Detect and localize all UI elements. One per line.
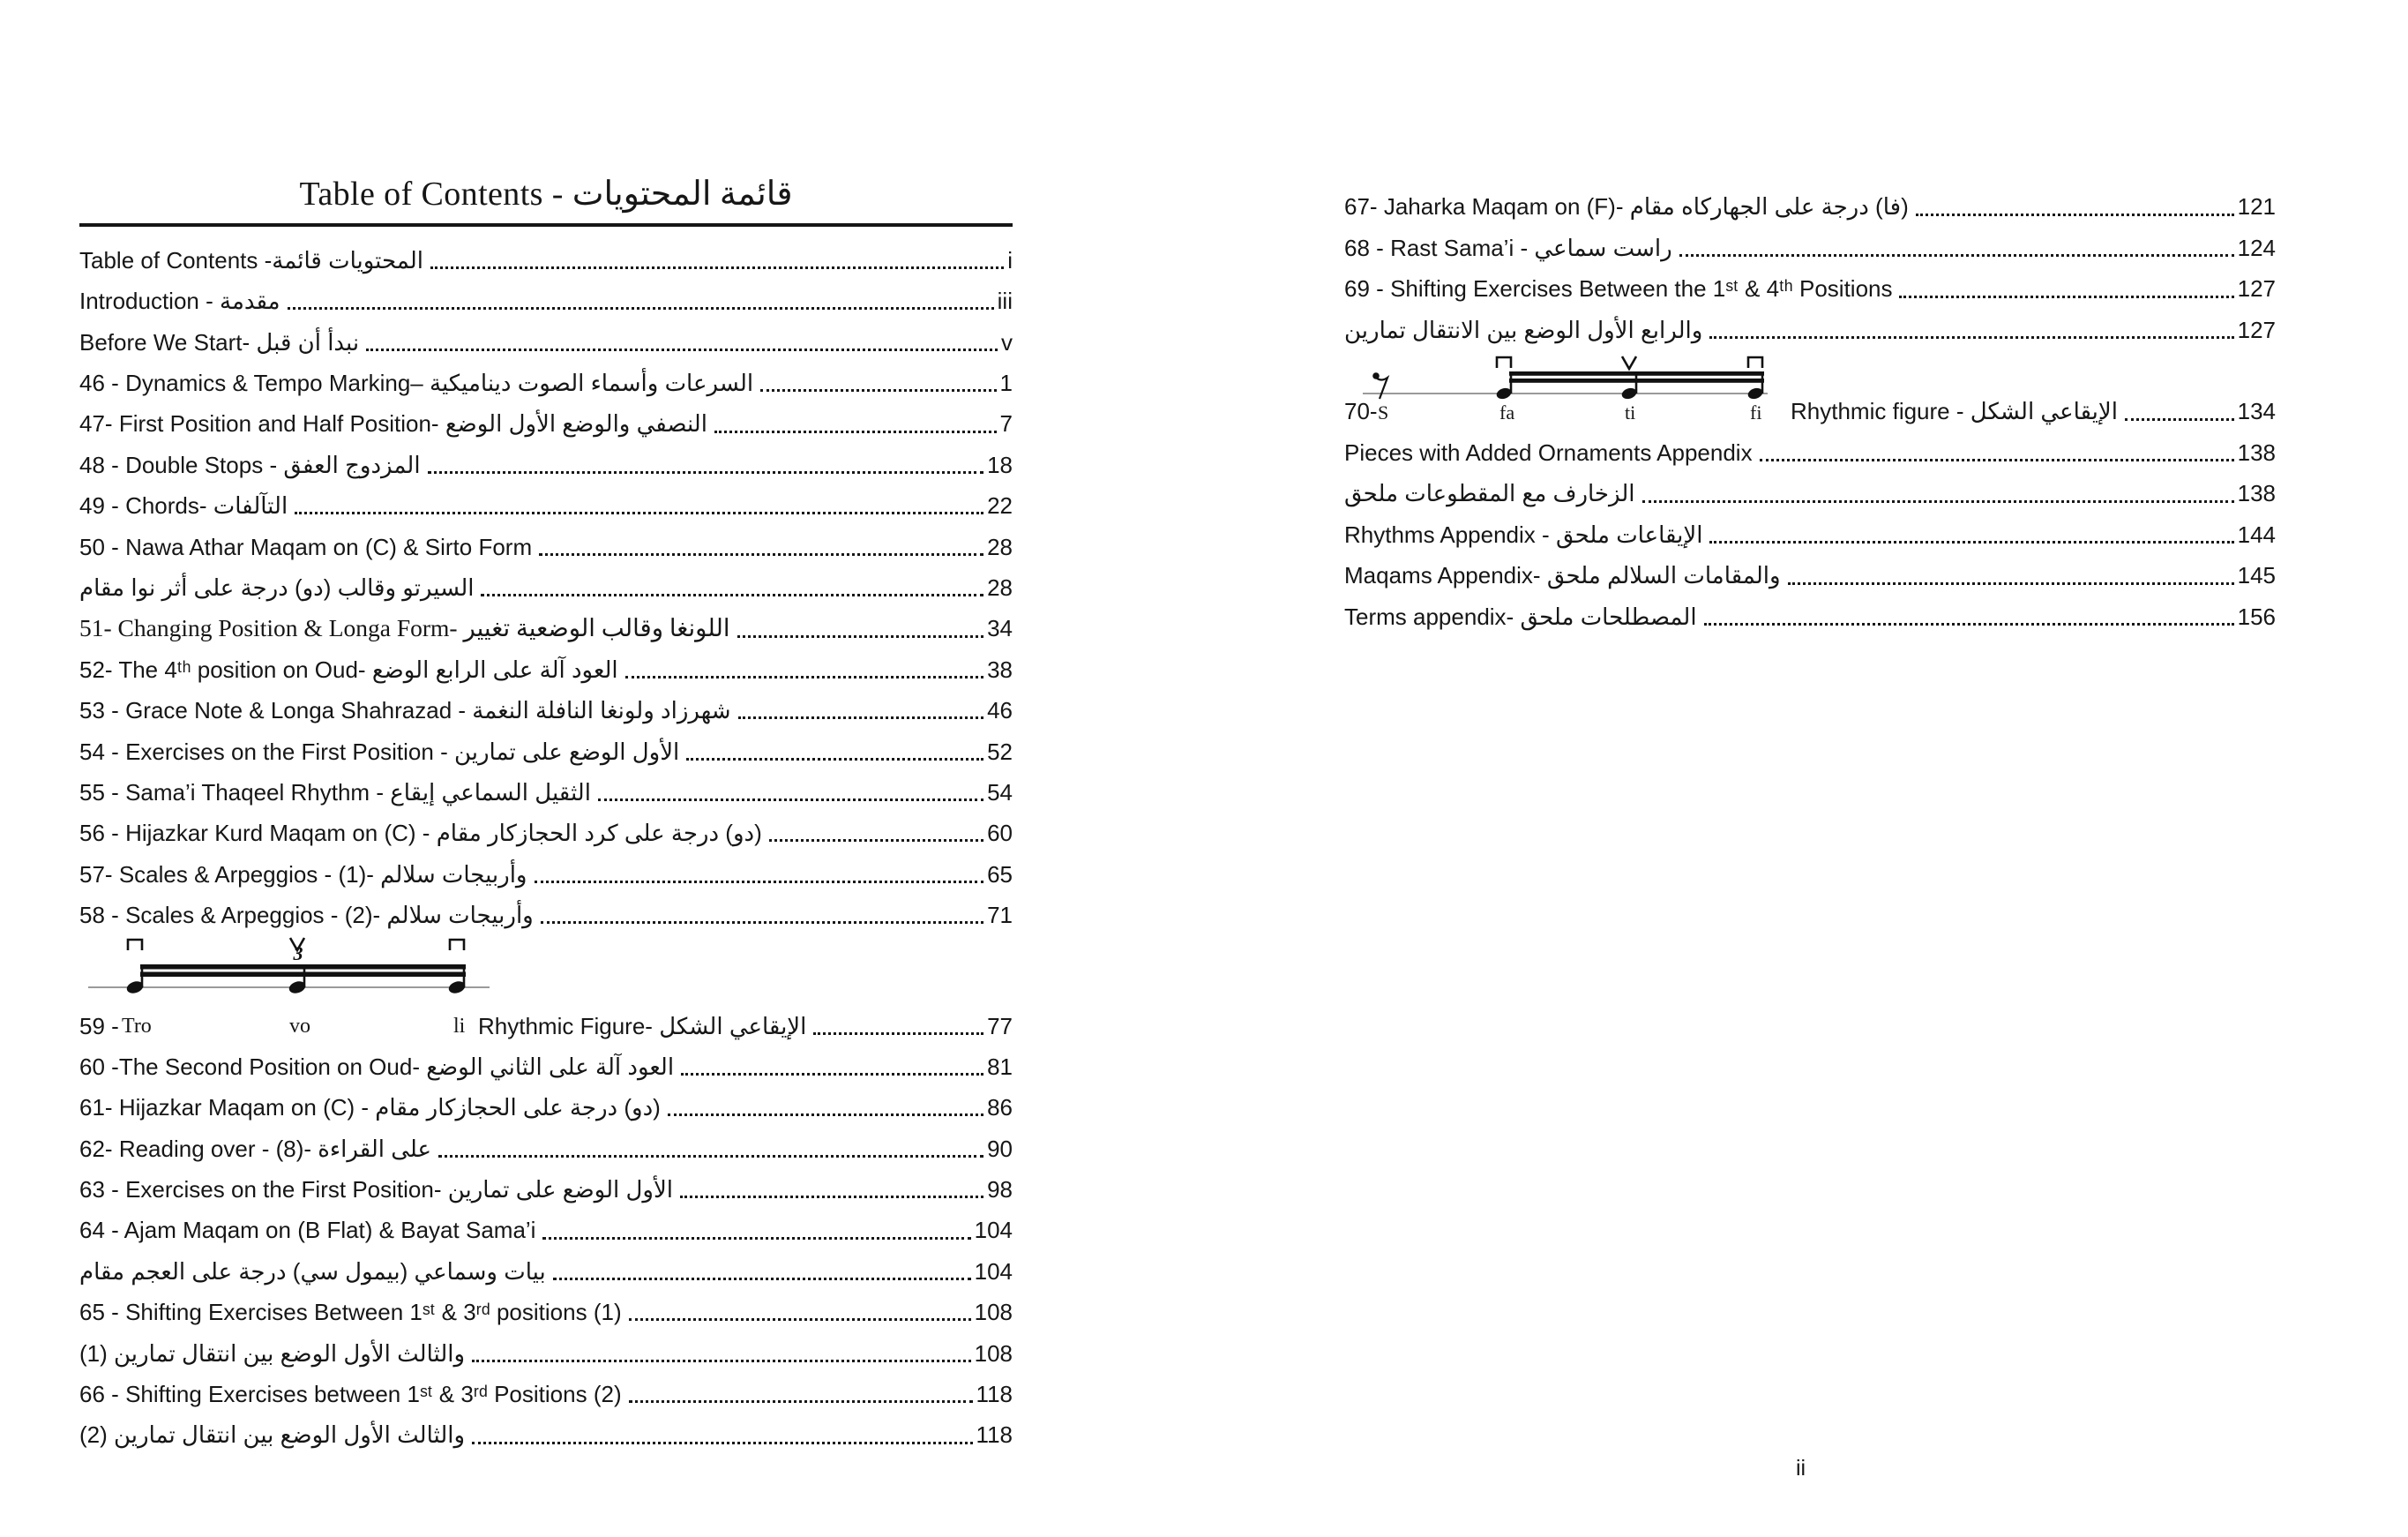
toc-entry-page-number: i — [1007, 246, 1013, 274]
toc-entry — [79, 565, 1013, 605]
toc-entry-label: Rhythmic figure - الشكل الإيقاعي — [1791, 398, 2118, 425]
toc-entry-page-number: 104 — [974, 1217, 1013, 1244]
toc-entry-page-number: 81 — [987, 1053, 1013, 1080]
toc-entry-label: Table of Contents -قائمة المحتويات — [79, 246, 423, 274]
toc-entry-page-number: 104 — [974, 1257, 1013, 1285]
toc-entry-label: Introduction - مقدمة — [79, 288, 280, 315]
rhythm-syllable: fi — [1750, 401, 1762, 424]
entry-number-prefix: 59 - — [79, 1012, 119, 1039]
toc-entry — [79, 401, 1013, 441]
toc-entry-label: مقام نوا أثر على درجة (دو) وقالب السيرتو — [79, 574, 475, 601]
dotted-leader — [1642, 500, 2234, 503]
dotted-leader — [472, 1360, 971, 1362]
toc-entry-label: 57- Scales & Arpeggios - (1)- سلالم وأربيجات — [79, 860, 527, 888]
toc-entry-page-number: 54 — [987, 778, 1013, 806]
toc-entry-label: Pieces with Added Ornaments Appendix — [1344, 439, 1753, 466]
down-bow-icon — [1748, 357, 1762, 368]
toc-entry-page-number: 46 — [987, 697, 1013, 724]
dotted-leader — [295, 512, 983, 514]
toc-entry — [79, 1207, 1013, 1248]
toc-entry-label: 69 - Shifting Exercises Between the 1ˢᵗ & 4ᵗʰ Positions — [1344, 275, 1893, 303]
toc-entry-label: 58 - Scales & Arpeggios - (2)- سلالم وأربيجات — [79, 902, 534, 929]
dotted-leader — [472, 1442, 973, 1444]
dotted-leader — [2125, 418, 2234, 421]
toc-entry-label: Maqams Appendix- ملحق السلالم والمقامات — [1344, 562, 1781, 589]
rest-rhythm-figure — [1344, 348, 2276, 388]
toc-entry-page-number: v — [1001, 328, 1013, 356]
dotted-leader — [629, 1400, 973, 1403]
toc-entry-label: تمارين الانتقال بين الوضع الأول والرابع — [1344, 316, 1703, 343]
toc-entry-page-number: 7 — [999, 410, 1013, 438]
toc-entry-page-number: 65 — [987, 860, 1013, 888]
toc-entry-label: Rhythmic Figure- الشكل الإيقاعي — [478, 1012, 807, 1039]
toc-entry-page-number: 34 — [987, 615, 1013, 642]
toc-entry-label: 64 - Ajam Maqam on (B Flat) & Bayat Sama’i — [79, 1217, 536, 1244]
dotted-leader — [542, 1237, 970, 1240]
toc-entry-label: 63 - Exercises on the First Position- تمارين على الوضع الأول — [79, 1176, 673, 1203]
dotted-leader — [1709, 541, 2233, 544]
toc-entry — [79, 237, 1013, 278]
dotted-leader — [1679, 254, 2234, 257]
toc-entry — [79, 892, 1013, 933]
toc-entry-page-number: 118 — [976, 1381, 1013, 1408]
entry-number-prefix: 70- — [1344, 398, 1378, 425]
toc-entry-with-syllables — [1344, 388, 2276, 430]
toc-entry-with-syllables — [79, 1002, 1013, 1043]
toc-entry-label: 65 - Shifting Exercises Between 1ˢᵗ & 3ʳᵈ positions (1) — [79, 1299, 622, 1326]
dotted-leader — [813, 1032, 983, 1035]
dotted-leader — [714, 431, 997, 433]
toc-entry-page-number: 108 — [974, 1299, 1013, 1326]
toc-entry — [79, 1289, 1013, 1330]
toc-entry — [1344, 430, 2276, 471]
toc-entry — [79, 1084, 1013, 1125]
toc-entries-left — [79, 237, 1013, 1453]
toc-entry-label: 67- Jaharka Maqam on (F)- مقام الجهاركاه على درجة (فا) — [1344, 193, 1909, 221]
toc-entry-page-number: 86 — [987, 1094, 1013, 1121]
toc-entry-label: Rhythms Appendix - ملحق الإيقاعات — [1344, 521, 1703, 548]
toc-entry — [79, 810, 1013, 851]
toc-entry-page-number: iii — [997, 288, 1013, 315]
page-title: Table of Contents - قائمة المحتويات — [299, 176, 793, 213]
dotted-leader — [629, 1318, 971, 1321]
toc-entry-page-number: 18 — [987, 451, 1013, 478]
toc-entry — [79, 851, 1013, 891]
toc-entry — [1344, 184, 2276, 225]
dotted-leader — [1899, 296, 2233, 298]
toc-entry-label: مقام العجم على درجة (سي بيمول) وسماعي بيات — [79, 1257, 546, 1285]
toc-entry-label: 48 - Double Stops - العفق المزدوج — [79, 451, 421, 478]
triplet-rhythm-figure — [79, 933, 1013, 1002]
toc-entry-label: 55 - Sama’i Thaqeel Rhythm - إيقاع السماعي الثقيل — [79, 778, 591, 806]
dotted-leader — [428, 471, 984, 474]
rhythm-syllable: vo — [289, 1015, 310, 1038]
toc-right-page — [1344, 173, 2276, 634]
toc-entry — [79, 728, 1013, 768]
dotted-leader — [738, 716, 984, 719]
toc-entry-label: 47- First Position and Half Position- الوضع الأول والوضع النصفي — [79, 410, 707, 438]
down-bow-icon — [450, 940, 464, 950]
toc-entry — [79, 647, 1013, 687]
toc-entry-label: 68 - Rast Sama’i - سماعي راست — [1344, 234, 1672, 261]
dotted-leader — [686, 758, 983, 761]
triplet-rhythm-notation — [88, 933, 503, 1001]
dotted-leader — [481, 594, 983, 596]
toc-entry — [79, 605, 1013, 646]
page-number: ii — [1796, 1456, 1806, 1481]
toc-entry-label: 49 - Chords- التآلفات — [79, 492, 288, 520]
dotted-leader — [769, 839, 983, 842]
dotted-leader — [760, 389, 996, 392]
toc-entry-page-number: 98 — [987, 1176, 1013, 1203]
toc-entry-label: (2) تمارين انتقال بين الوضع الأول والثالث — [79, 1421, 466, 1449]
toc-entry — [79, 687, 1013, 728]
toc-entry — [79, 1330, 1013, 1370]
toc-entry-label: 60 -The Second Position on Oud- الوضع الثاني على آلة العود — [79, 1053, 675, 1080]
toc-entry-page-number: 28 — [987, 533, 1013, 560]
toc-entry-label: 46 - Dynamics & Tempo Marking– ديناميكية الصوت وأسماء السرعات — [79, 370, 754, 397]
toc-entry-label: ملحق المقطوعات مع الزخارف — [1344, 480, 1635, 507]
dotted-leader — [535, 881, 984, 883]
toc-entry-label: 53 - Grace Note & Longa Shahrazad - النغمة النافلة ولونغا شهرزاد — [79, 697, 731, 724]
toc-entry-page-number: 118 — [976, 1421, 1013, 1449]
toc-entry-label: 51- Changing Position & Longa Form- تغيير الوضعية وقالب اللونغا — [79, 613, 730, 641]
toc-entry-label: 54 - Exercises on the First Position - تمارين على الوضع الأول — [79, 738, 680, 765]
dotted-leader — [668, 1113, 983, 1116]
toc-entry-page-number: 108 — [974, 1339, 1013, 1367]
toc-entry — [79, 523, 1013, 564]
toc-entry — [1344, 225, 2276, 266]
toc-entry-page-number: 60 — [987, 820, 1013, 847]
toc-entry — [79, 1248, 1013, 1289]
toc-entry — [79, 1412, 1013, 1452]
dotted-leader — [681, 1073, 983, 1076]
dotted-leader — [1709, 336, 2233, 339]
toc-entry — [1344, 307, 2276, 349]
toc-entry-page-number: 144 — [2237, 521, 2276, 548]
toc-entry — [1344, 594, 2276, 635]
dotted-leader — [1760, 459, 2234, 461]
toc-entry-page-number: 127 — [2237, 275, 2276, 303]
toc-entry-label: 52- The 4ᵗʰ position on Oud- الوضع الرابع على آلة العود — [79, 656, 618, 683]
up-bow-icon — [1622, 356, 1636, 369]
dotted-leader — [366, 349, 998, 351]
dotted-leader — [1916, 214, 2234, 216]
rhythm-syllable: Tro — [122, 1015, 152, 1038]
toc-entry-page-number: 124 — [2237, 234, 2276, 261]
toc-entry-page-number: 77 — [987, 1012, 1013, 1039]
toc-entry-page-number: 71 — [987, 902, 1013, 929]
toc-entry-label: 66 - Shifting Exercises between 1ˢᵗ & 3ʳᵈ Positions (2) — [79, 1381, 622, 1408]
toc-entry-label: 61- Hijazkar Maqam on (C) - مقام الحجازكار على درجة (دو) — [79, 1094, 661, 1121]
toc-entry-label: Terms appendix- ملحق المصطلحات — [1344, 603, 1697, 630]
toc-entry-page-number: 121 — [2237, 193, 2276, 221]
toc-entry-page-number: 22 — [987, 492, 1013, 520]
dotted-leader — [680, 1196, 983, 1198]
toc-entry-page-number: 127 — [2237, 316, 2276, 343]
toc-entry — [79, 1125, 1013, 1166]
dotted-leader — [553, 1278, 971, 1280]
toc-entry-page-number: 52 — [987, 738, 1013, 765]
toc-entry — [79, 278, 1013, 319]
tuplet-number: 3 — [293, 942, 303, 965]
toc-entry — [79, 360, 1013, 401]
toc-entry — [79, 1044, 1013, 1084]
dotted-leader — [625, 676, 983, 679]
toc-entry-label: 56 - Hijazkar Kurd Maqam on (C) - مقام الحجازكار كرد على درجة (دو) — [79, 820, 762, 847]
dotted-leader — [1704, 623, 2234, 626]
toc-entry — [1344, 512, 2276, 553]
rhythm-syllable: ti — [1625, 401, 1636, 424]
dotted-leader — [430, 266, 1004, 269]
toc-entry — [79, 483, 1013, 523]
toc-entry-page-number: 38 — [987, 656, 1013, 683]
toc-entries-right — [1344, 184, 2276, 634]
rhythm-syllable: S — [1378, 401, 1389, 424]
toc-entry-label: 50 - Nawa Athar Maqam on (C) & Sirto Form — [79, 533, 533, 560]
toc-entry-label: 62- Reading over - (8)- القراءة على — [79, 1135, 432, 1162]
toc-entry — [1344, 552, 2276, 594]
dotted-leader — [737, 635, 984, 638]
toc-entry-label: (1) تمارين انتقال بين الوضع الأول والثالث — [79, 1339, 466, 1367]
toc-entry-page-number: 1 — [999, 370, 1013, 397]
toc-left-page — [79, 175, 1013, 1453]
down-bow-icon — [128, 940, 142, 950]
toc-entry — [79, 769, 1013, 810]
toc-entry-page-number: 138 — [2237, 439, 2276, 466]
down-bow-icon — [1497, 357, 1511, 368]
toc-entry-page-number: 145 — [2237, 562, 2276, 589]
toc-entry — [79, 442, 1013, 483]
dotted-leader — [539, 553, 983, 556]
toc-entry — [79, 1166, 1013, 1207]
toc-entry — [79, 1371, 1013, 1412]
toc-entry — [1344, 470, 2276, 512]
toc-entry-label: Before We Start- قبل أن نبدأ — [79, 328, 360, 356]
rhythm-syllable: li — [453, 1015, 466, 1038]
toc-entry-page-number: 90 — [987, 1135, 1013, 1162]
dotted-leader — [438, 1155, 983, 1158]
title-rule — [79, 223, 1013, 227]
toc-entry-page-number: 134 — [2237, 398, 2276, 425]
rhythm-syllable: fa — [1499, 401, 1515, 424]
toc-entry-page-number: 28 — [987, 574, 1013, 601]
dotted-leader — [541, 921, 983, 924]
toc-entry-page-number: 138 — [2237, 480, 2276, 507]
dotted-leader — [598, 798, 983, 801]
toc-entry — [1344, 266, 2276, 307]
toc-entry — [79, 319, 1013, 359]
dotted-leader — [1788, 582, 2234, 585]
dotted-leader — [288, 307, 994, 310]
toc-entry-page-number: 156 — [2237, 603, 2276, 630]
